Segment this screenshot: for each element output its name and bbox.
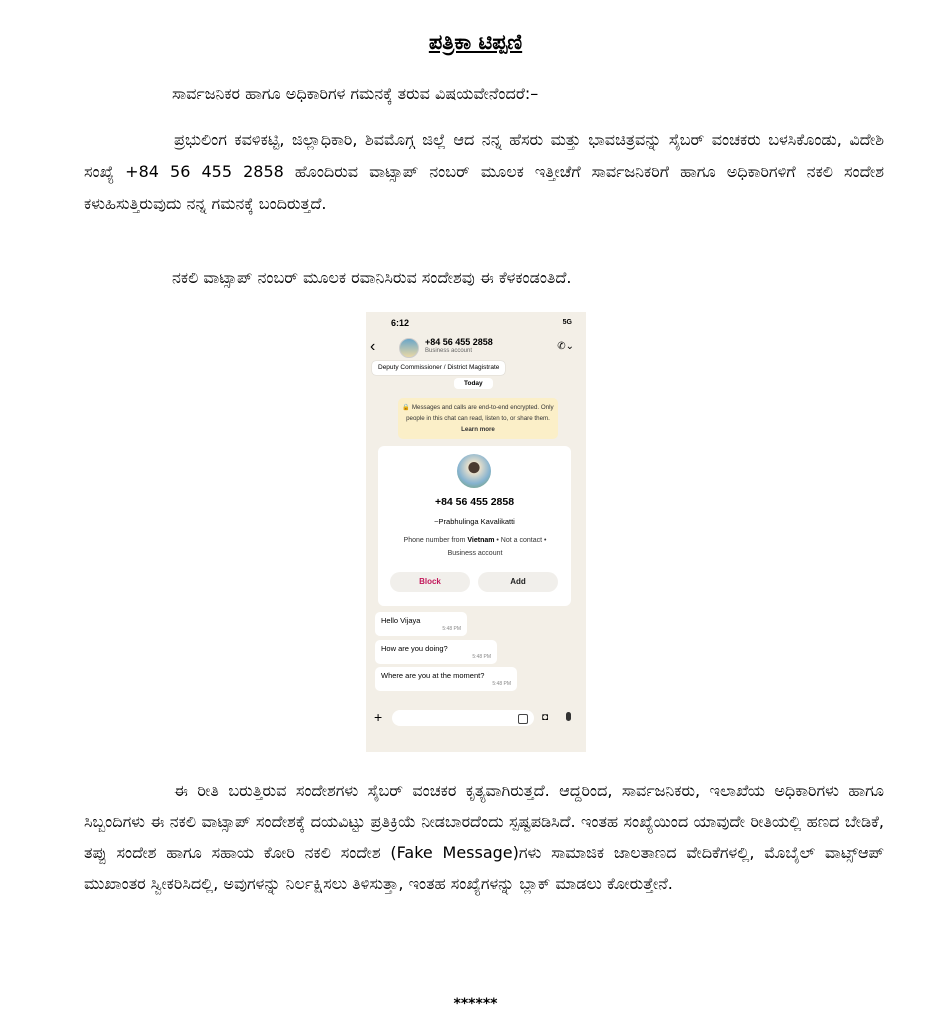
learn-more-link[interactable]: Learn more xyxy=(461,426,495,433)
card-info: Phone number from Vietnam • Not a contact • Business account xyxy=(403,537,547,557)
deputy-label: Deputy Commissioner / District Magistrate xyxy=(372,361,505,375)
status-time: 6:12 xyxy=(391,318,410,328)
call-icon[interactable]: ✆⌄ xyxy=(557,341,574,352)
camera-icon[interactable]: ◘ xyxy=(542,712,549,723)
message-bubble: How are you doing? 5:48 PM xyxy=(375,640,497,664)
page-title: ಪತ್ರಿಕಾ ಟಿಪ್ಪಣಿ xyxy=(428,30,523,54)
add-button[interactable]: Add xyxy=(478,572,558,592)
compose-bar xyxy=(366,707,586,733)
paragraph-screenshot-intro: ನಕಲಿ ವಾಟ್ಸಾಪ್ ನಂಬರ್ ಮೂಲಕ ರವಾನಿಸಿರುವ ಸಂದೇಶವು ಈ ಕೆಳಕಂಡಂತಿದೆ. xyxy=(172,268,572,287)
message-bubble: Where are you at the moment? 5:48 PM xyxy=(375,667,517,691)
card-name: ~Prabhulinga Kavalikatti xyxy=(434,517,515,526)
chat-header-number: +84 56 455 2858 xyxy=(425,337,493,347)
end-mark: ****** xyxy=(453,996,498,1012)
encryption-notice xyxy=(398,398,558,439)
intro-line: ಸಾರ್ವಜನಿಕರ ಹಾಗೂ ಅಧಿಕಾರಿಗಳ ಗಮನಕ್ಕೆ ತರುವ ವಿಷಯವೇನೆಂದರೆ:– xyxy=(172,84,539,103)
back-icon[interactable]: ‹ xyxy=(370,338,376,355)
chat-header xyxy=(366,334,586,364)
mic-icon[interactable] xyxy=(566,712,571,721)
contact-card xyxy=(378,446,571,606)
chat-header-subtitle: Business account xyxy=(425,348,473,354)
message-bubble: Hello Vijaya 5:48 PM xyxy=(375,612,467,636)
profile-photo xyxy=(457,454,491,488)
avatar[interactable] xyxy=(399,338,419,358)
block-button[interactable]: Block xyxy=(390,572,470,592)
encryption-text: 🔒 Messages and calls are end-to-end encrypted. Only people in this chat can read, listen to, or share them. xyxy=(402,404,554,422)
paragraph-notice: ಪ್ರಭುಲಿಂಗ ಕವಳಿಕಟ್ಟಿ, ಜಿಲ್ಲಾಧಿಕಾರಿ, ಶಿವಮೊಗ್ಗ ಜಿಲ್ಲೆ ಆದ ನನ್ನ ಹೆಸರು ಮತ್ತು ಭಾವಚಿತ್ರವನ್ನು ಸೈಬರ್ ವಂಚಕರು ಬಳಸಿಕೊಂಡು, ವಿದೇಶಿ ಸಂಖ್ಯೆ +84 56 455 2858 ಹೊಂದಿರುವ ವಾಟ್ಸಾಪ್ ನಂಬರ್ ಮೂಲಕ ಇತ್ತೀಚೆಗೆ ಸಾರ್ವಜನಿಕರಿಗೆ ಹಾಗೂ ಅಧಿಕಾರಿಗಳಿಗೆ ನಕಲಿ ಸಂದೇಶ ಕಳುಹಿಸುತ್ತಿರುವುದು ನನ್ನ ಗಮನಕ್ಕೆ ಬಂದಿರುತ್ತದೆ. xyxy=(84,130,884,213)
status-network: 5G xyxy=(562,319,572,326)
paragraph-advisory: ಈ ರೀತಿ ಬರುತ್ತಿರುವ ಸಂದೇಶಗಳು ಸೈಬರ್ ವಂಚಕರ ಕೃತ್ಯವಾಗಿರುತ್ತದೆ. ಆದ್ದರಿಂದ, ಸಾರ್ವಜನಿಕರು, ಇಲಾಖೆಯ ಅಧಿಕಾರಿಗಳು ಹಾಗೂ ಸಿಬ್ಬಂದಿಗಳು ಈ ನಕಲಿ ವಾಟ್ಸಾಪ್ ಸಂದೇಶಕ್ಕೆ ದಯವಿಟ್ಟು ಪ್ರತಿಕ್ರಿಯೆ ನೀಡಬಾರದೆಂದು ಸ್ಪಷ್ಟಪಡಿಸಿದೆ. ಇಂತಹ ಸಂಖ್ಯೆಯಿಂದ ಯಾವುದೇ ರೀತಿಯಲ್ಲಿ ಹಣದ ಬೇಡಿಕೆ, ತಪ್ಪು ಸಂದೇಶ ಹಾಗೂ ಸಹಾಯ ಕೋರಿ ನಕಲಿ ಸಂದೇಶ (Fake Message)ಗಳು ಸಾಮಾಜಿಕ ಜಾಲತಾಣದ ವೇದಿಕೆಗಳಲ್ಲಿ, ಮೊಬೈಲ್ ವಾಟ್ಸ್‌ಆಪ್ ಮುಖಾಂತರ ಸ್ವೀಕರಿಸಿದಲ್ಲಿ, ಅವುಗಳನ್ನು ನಿರ್ಲಕ್ಷಿಸಲು ತಿಳಿಸುತ್ತಾ, ಇಂತಹ ಸಂಖ್ಯೆಗಳನ್ನು ಬ್ಲಾಕ್ ಮಾಡಲು ಕೋರುತ್ತೇನೆ. xyxy=(84,781,884,893)
plus-icon[interactable]: + xyxy=(374,709,383,725)
card-number: +84 56 455 2858 xyxy=(434,496,515,508)
message-input[interactable] xyxy=(392,710,534,726)
date-chip: Today xyxy=(454,378,493,389)
sticker-icon[interactable] xyxy=(518,714,528,724)
whatsapp-screenshot xyxy=(366,312,586,752)
